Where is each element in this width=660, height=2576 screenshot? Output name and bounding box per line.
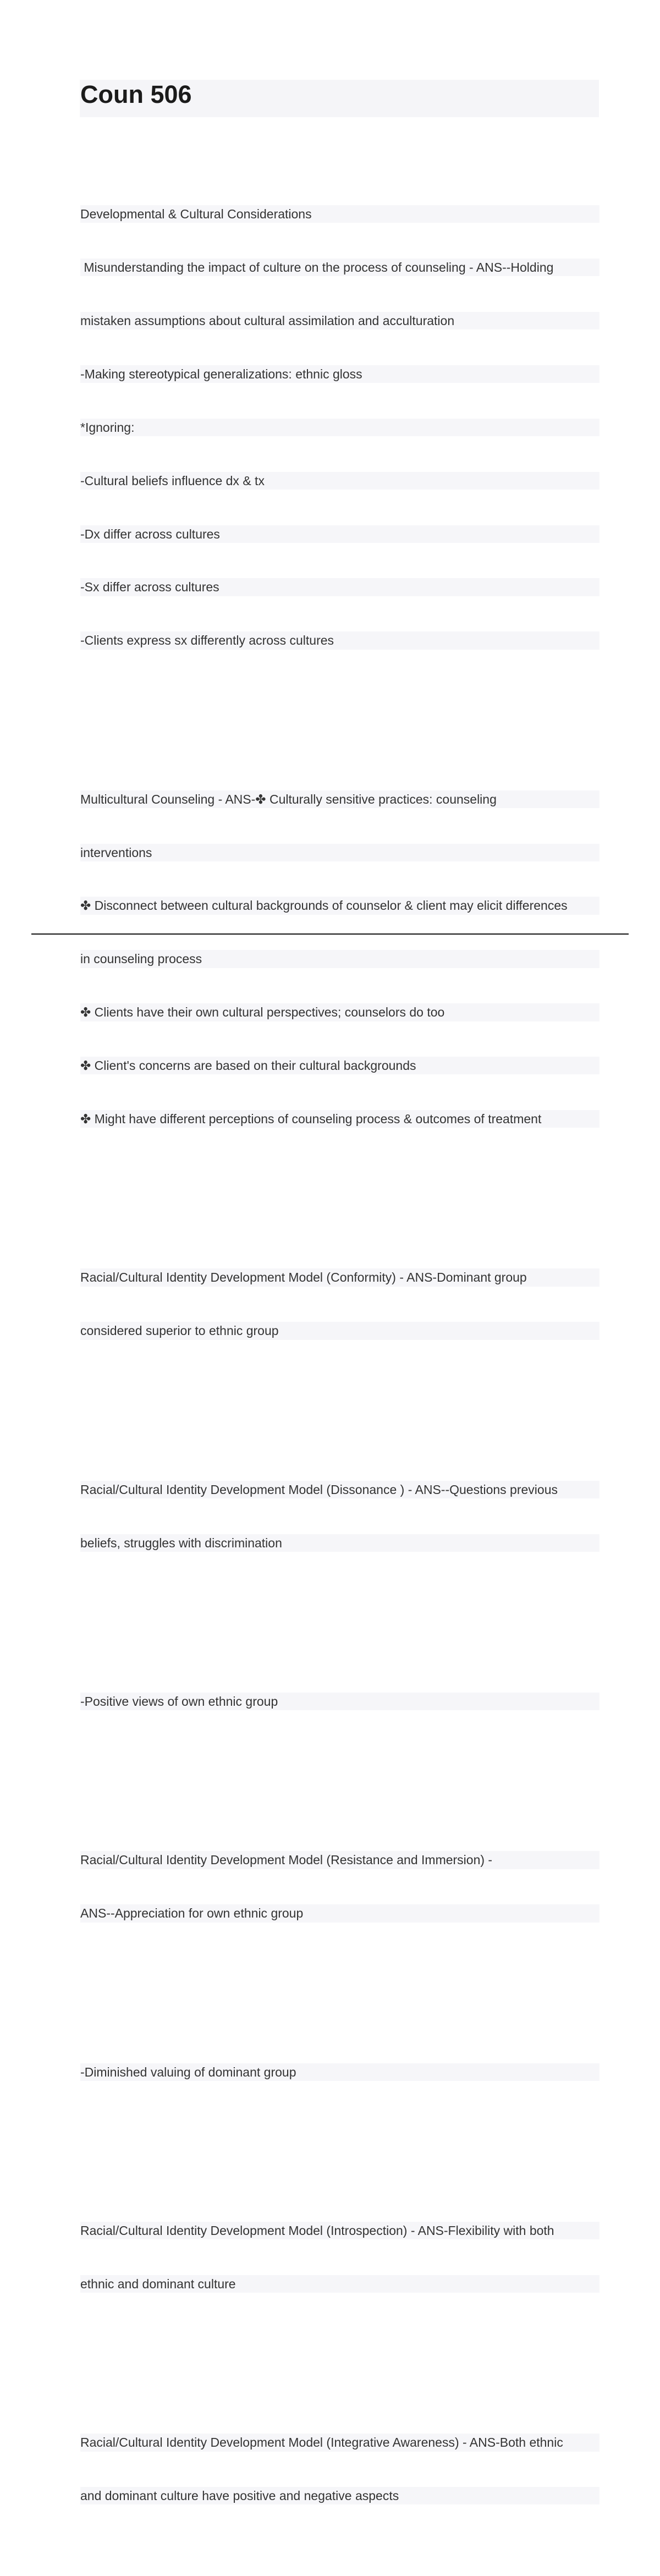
text-line: -Positive views of own ethnic group [80,1693,600,1710]
text-line: ✤ Client's concerns are based on their cultural backgrounds [80,1057,600,1074]
section-resistance-immersion-continued [80,2028,600,2116]
section-developmental-cultural-considerations [80,170,600,685]
document-content [80,134,600,2576]
text-line: -Making stereotypical generalizations: ethnic gloss [80,365,600,383]
text-line: Racial/Cultural Identity Development Model (Dissonance ) - ANS--Questions previous [80,1481,600,1498]
text-line: in counseling process [80,950,600,968]
section-conformity [80,1233,600,1375]
text-line: -Dx differ across cultures [80,525,600,543]
text-line: interventions [80,844,600,861]
page-title: Coun 506 [80,80,192,108]
section-integrative-awareness [80,2398,600,2540]
text-line: -Clients express sx differently across cultures [80,631,600,649]
section-introspection [80,2186,600,2328]
text-line: Multicultural Counseling - ANS-✤ Culturally sensitive practices: counseling [80,790,600,808]
bottom-divider [31,933,629,935]
text-line: -Diminished valuing of dominant group [80,2063,600,2081]
section-resistance-immersion [80,1816,600,1958]
text-line: Racial/Cultural Identity Development Model (Integrative Awareness) - ANS-Both ethnic [80,2434,600,2451]
text-line: Misunderstanding the impact of culture on the process of counseling - ANS--Holding [80,259,600,276]
text-line: ✤ Disconnect between cultural backgrounds of counselor & client may elicit differences [80,897,600,914]
text-line: -Cultural beliefs influence dx & tx [80,472,600,490]
text-line: ANS--Appreciation for own ethnic group [80,1904,600,1922]
text-line: -Sx differ across cultures [80,578,600,596]
text-line: considered superior to ethnic group [80,1322,600,1339]
section-multicultural-counseling [80,755,600,1163]
text-line: Racial/Cultural Identity Development Model (Resistance and Immersion) - [80,1851,600,1869]
text-line: Developmental & Cultural Considerations [80,205,600,223]
text-line: *Ignoring: [80,419,600,436]
text-line: Racial/Cultural Identity Development Model (Introspection) - ANS-Flexibility with both [80,2222,600,2239]
text-line: ✤ Clients have their own cultural perspectives; counselors do too [80,1003,600,1021]
section-dissonance [80,1445,600,1587]
section-dissonance-continued [80,1657,600,1745]
text-line: mistaken assumptions about cultural assimilation and acculturation [80,312,600,329]
text-line: and dominant culture have positive and negative aspects [80,2487,600,2504]
text-line: ethnic and dominant culture [80,2275,600,2293]
text-line: Racial/Cultural Identity Development Model (Conformity) - ANS-Dominant group [80,1268,600,1286]
text-line: ✤ Might have different perceptions of counseling process & outcomes of treatment [80,1110,600,1128]
text-line: beliefs, struggles with discrimination [80,1534,600,1552]
